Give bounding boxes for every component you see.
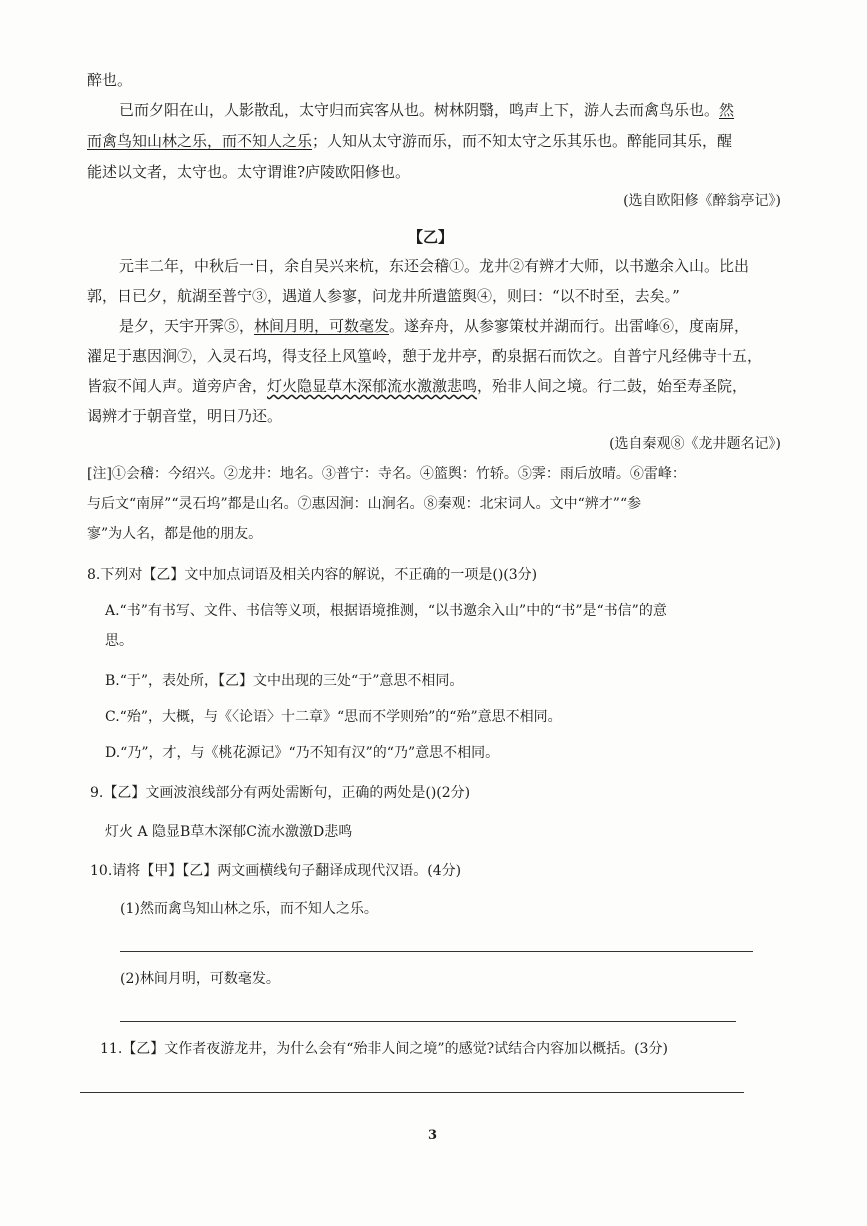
q10-sentence-2: (2)林间月明，可数毫发。 — [120, 971, 280, 987]
jia-line-1: 醉也。 — [87, 71, 133, 89]
yi-title: 【乙】 — [408, 228, 454, 246]
yi-p1-line-2: 郭，日已夕，航湖至普宁③，遇道人参寥，问龙井所遣篮舆④，则曰：“以不时至，去矣。” — [87, 287, 680, 305]
q8-option-c: C.“殆”，大概，与《〈论语〉十二章》“思而不学则殆”的“殆”意思不相同。 — [105, 709, 562, 725]
page-number: 3 — [428, 1128, 438, 1143]
yi-p2-line-1-a: 是夕，天宇开霁⑤， — [119, 317, 255, 335]
q8-option-d: D.“乃”，才，与《桃花源记》“乃不知有汉”的“乃”意思不相同。 — [105, 745, 500, 761]
q8-option-a-line-2: 思。 — [105, 633, 133, 649]
q10-stem: 10.请将【甲】【乙】两文画横线句子翻译成现代汉语。(4分) — [90, 863, 462, 879]
q8-option-b: B.“于”，表处所，【乙】文中出现的三处“于”意思不相同。 — [105, 673, 464, 689]
yi-p2-line-1-c: 。遂弃舟，从参寥策杖并湖而行。出雷峰⑥，度南屏， — [389, 317, 750, 335]
jia-underlined-start: 然 — [719, 101, 735, 119]
q11-answer-line[interactable] — [80, 1092, 744, 1093]
yi-p2-line-3 — [87, 376, 747, 396]
notes-line-2: 与后文“南屏”“灵石坞”都是山名。⑦惠因涧：山涧名。⑧秦观：北宋词人。文中“辨才”“参 — [87, 496, 642, 512]
q8-option-a-line-1: A.“书”有书写、文件、书信等义项，根据语境推测，“以书邀余入山”中的“书”是“书信”的意 — [105, 603, 667, 619]
jia-underlined-sentence: 而禽鸟知山林之乐，而不知人之乐 — [87, 132, 313, 150]
jia-line-3 — [87, 131, 732, 151]
notes-line-1: [注]①会稽：今绍兴。②龙井：地名。③普宁：寺名。④篮舆：竹轿。⑤霁：雨后放晴。⑥雷峰： — [87, 466, 686, 482]
jia-line-3-text: ；人知从太守游而乐，而不知太守之乐其乐也。醉能同其乐，醒 — [312, 132, 733, 150]
q10-answer-line-1[interactable] — [120, 951, 753, 952]
yi-source: (选自秦观⑧《龙井题名记》) — [609, 436, 781, 452]
notes-line-3: 寥”为人名，都是他的朋友。 — [87, 526, 263, 542]
yi-p2-line-3-a: 皆寂不闻人声。道旁庐舍， — [87, 377, 268, 395]
q9-text: 灯火 A 隐显B草木深郁C流水激激D悲鸣 — [105, 824, 353, 840]
yi-underlined-sentence: 林间月明，可数毫发 — [254, 317, 390, 335]
jia-line-4: 能述以文者，太守也。太守谓谁?庐陵欧阳修也。 — [87, 163, 411, 181]
jia-source: (选自欧阳修《醉翁亭记》) — [623, 193, 781, 209]
yi-p2-line-1 — [119, 316, 749, 336]
yi-p2-line-3-c: ，殆非人间之境。行二鼓，始至寿圣院， — [477, 377, 748, 395]
q9-stem: 9.【乙】文画波浪线部分有两处需断句，正确的两处是()(2分) — [90, 785, 471, 801]
q8-stem: 8.下列对【乙】文中加点词语及相关内容的解说，不正确的一项是()(3分) — [87, 567, 538, 583]
q10-answer-line-2[interactable] — [120, 1021, 736, 1022]
yi-wavy-sentence: 灯火隐显草木深郁流水激激悲鸣 — [267, 377, 478, 395]
q11-stem: 11.【乙】文作者夜游龙井，为什么会有“殆非人间之境”的感觉?试结合内容加以概括。(3分) — [100, 1041, 668, 1057]
q10-sentence-1: (1)然而禽鸟知山林之乐，而不知人之乐。 — [120, 901, 378, 917]
yi-p1-line-1: 元丰二年，中秋后一日，余自吴兴来杭，东还会稽①。龙井②有辨才大师，以书邀余入山。比出 — [119, 257, 750, 275]
jia-line-2-text: 已而夕阳在山，人影散乱，太守归而宾客从也。树林阴翳，鸣声上下，游人去而禽鸟乐也。 — [119, 101, 720, 119]
jia-line-2 — [119, 100, 734, 120]
yi-p2-line-2: 濯足于惠因涧⑦，入灵石坞，得支径上风篁岭，憩于龙井亭，酌泉据石而饮之。自普宁凡经佛寺十五， — [87, 347, 763, 365]
yi-p2-line-4: 谒辨才于朝音堂，明日乃还。 — [87, 407, 283, 425]
